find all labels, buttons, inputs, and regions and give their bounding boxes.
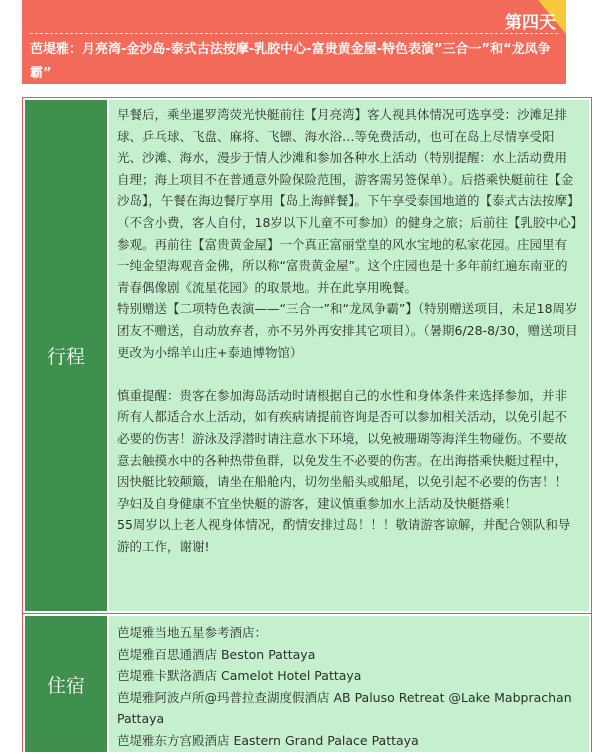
itinerary-content bbox=[109, 100, 589, 611]
hotel-line-2: 芭堤雅百思通酒店 Beston Pattaya bbox=[117, 646, 316, 662]
itinerary-blank-line bbox=[117, 363, 579, 385]
hotel-row bbox=[23, 613, 591, 754]
day-header bbox=[22, 0, 566, 84]
header-divider bbox=[30, 33, 558, 34]
itinerary-paragraph-2: 特别赠送【二项特色表演——“三合一”和“龙凤争霸”】（特别赠送项目，未足18周岁团友不赠送，自动放弃者，亦不另外再安排其它项目）。（暑期6/28-8/30，赠送项目更改为小绵羊山庄+泰迪博物馆） bbox=[117, 301, 578, 360]
hotel-line-5: 芭堤雅东方宫殿酒店 Eastern Grand Palace Pattaya bbox=[117, 732, 419, 748]
day-title: 第四天 bbox=[505, 13, 556, 33]
itinerary-paragraph-1: 早餐后，乘坐暹罗湾荧光快艇前往【月亮湾】客人视具体情况可选享受：沙滩足排球、乒乓球、飞盘、麻将、飞镖、海水浴…等免费活动，也可在岛上尽情享受阳光、沙滩、海水，漫步于情人沙滩和参加各种水上活动（特别提醒：水上活动费用自理；海上项目不在普通意外险保险范围，游客需另签保单）。后搭乘快艇前往【金沙岛】，午餐在海边餐厅享用【岛上海鲜餐】。下午享受泰国地道的【泰式古法按摩】（不含小费，客人自付，18岁以下儿童不可参加）的健身之旅；后前往【乳胶中心】参观。再前往【富贵黄金屋】一个真正富丽堂皇的风水宝地的私家花园。庄园里有一纯金望海观音金佛，所以称“富贵黄金屋”。这个庄园也是十多年前红遍东南亚的青春偶像剧《流星花园》的取景地。并在此享用晚餐。 bbox=[117, 107, 577, 295]
hotel-line-1: 芭堤雅当地五星参考酒店： bbox=[117, 625, 268, 640]
hotel-label: 住宿 bbox=[25, 616, 107, 752]
itinerary-paragraph-4: 55周岁以上老人视身体情况，酌情安排过岛！！！敬请游客谅解，并配合领队和导游的工作，谢谢! bbox=[117, 517, 571, 554]
hotel-content bbox=[109, 616, 589, 752]
hotel-line-3: 芭堤雅卡默洛酒店 Camelot Hotel Pattaya bbox=[117, 668, 362, 684]
itinerary-paragraph-3: 慎重提醒：贵客在参加海岛活动时请根据自己的水性和身体条件来选择参加，并非所有人都适合水上活动，如有疾病请提前咨询是否可以参加相关活动，以免引起不必要的伤害！游泳及浮潜时请注意水下环境，以免被珊瑚等海洋生物碰伤。不要故意去触摸水中的各种热带鱼群，以免发生不必要的伤害。在出海搭乘快艇过程中，因快艇比较颠簸，请坐在船舱内，切勿坐船头或船尾，以免引起不必要的伤害！！孕妇及自身健康不宜坐快艇的游客，建议慎重参加水上活动及快艇搭乘！ bbox=[117, 387, 568, 511]
hotel-line-4: 芭堤雅阿波卢所@玛普拉查湖度假酒店 AB Paluso Retreat @Lake Mabprachan Pattaya bbox=[117, 689, 572, 727]
itinerary-table bbox=[22, 97, 592, 752]
itinerary-label: 行程 bbox=[25, 100, 107, 611]
itinerary-row bbox=[23, 98, 591, 613]
route-summary: 芭堤雅：月亮湾-金沙岛-泰式古法按摩-乳胶中心-富贵黄金屋-特色表演”三合一”和“龙凤争霸” bbox=[30, 42, 551, 81]
